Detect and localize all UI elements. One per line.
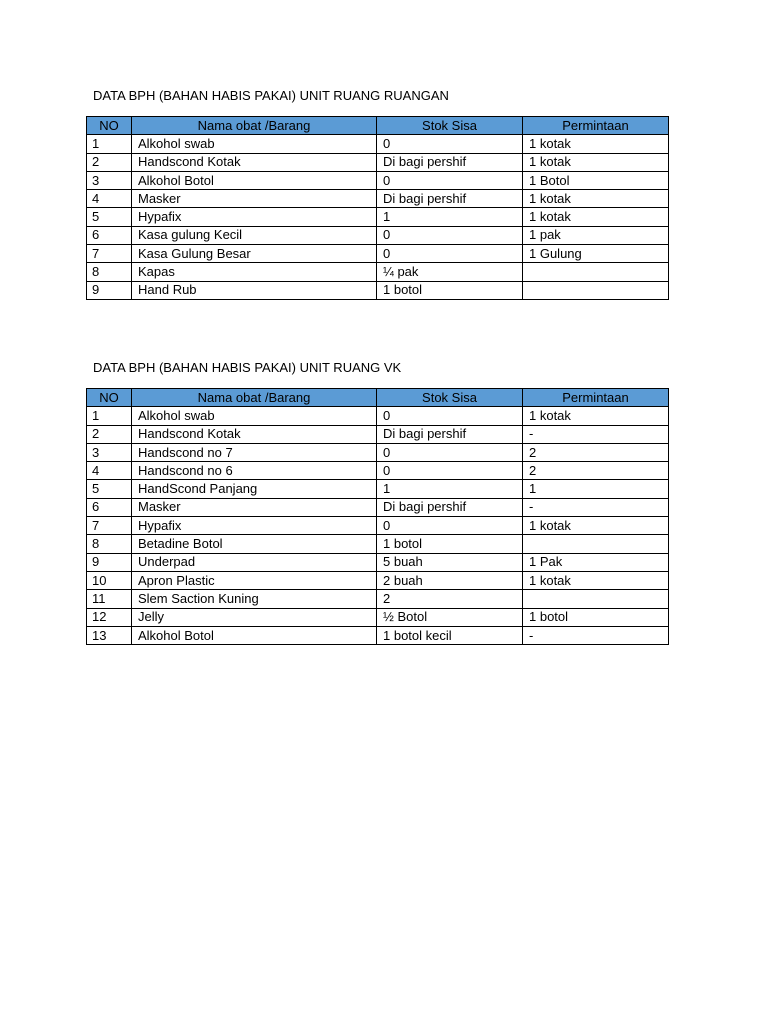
- table-row: [87, 208, 669, 226]
- row-number-cell: 1: [87, 135, 132, 153]
- table-row: [87, 263, 669, 281]
- row-number-cell: 8: [87, 263, 132, 281]
- request-cell: 1 botol: [523, 608, 669, 626]
- request-cell: 1 Gulung: [523, 245, 669, 263]
- stock-cell: 0: [377, 226, 523, 244]
- stock-cell: ¼ pak: [377, 263, 523, 281]
- row-number-cell: 9: [87, 281, 132, 299]
- stock-cell: 0: [377, 462, 523, 480]
- row-number-cell: 9: [87, 553, 132, 571]
- header-request: Permintaan: [523, 389, 669, 407]
- table-row: [87, 553, 669, 571]
- item-name-cell: Handscond no 6: [132, 462, 377, 480]
- table-header-row: [87, 117, 669, 135]
- bph-table-ruangan: [86, 116, 669, 300]
- request-cell: [523, 281, 669, 299]
- item-name-cell: Masker: [132, 498, 377, 516]
- row-number-cell: 2: [87, 153, 132, 171]
- item-name-cell: Betadine Botol: [132, 535, 377, 553]
- row-number-cell: 7: [87, 245, 132, 263]
- row-number-cell: 5: [87, 480, 132, 498]
- stock-cell: Di bagi pershif: [377, 190, 523, 208]
- item-name-cell: Alkohol swab: [132, 407, 377, 425]
- item-name-cell: Masker: [132, 190, 377, 208]
- item-name-cell: Alkohol swab: [132, 135, 377, 153]
- header-item-name: Nama obat /Barang: [132, 389, 377, 407]
- row-number-cell: 3: [87, 443, 132, 461]
- request-cell: [523, 535, 669, 553]
- table-row: [87, 245, 669, 263]
- row-number-cell: 12: [87, 608, 132, 626]
- stock-cell: Di bagi pershif: [377, 153, 523, 171]
- item-name-cell: Kasa gulung Kecil: [132, 226, 377, 244]
- request-cell: 1 Pak: [523, 553, 669, 571]
- stock-cell: 1 botol kecil: [377, 626, 523, 644]
- section-1-title: DATA BPH (BAHAN HABIS PAKAI) UNIT RUANG RUANGAN: [93, 88, 449, 103]
- table-row: [87, 190, 669, 208]
- stock-cell: ½ Botol: [377, 608, 523, 626]
- table-row: [87, 425, 669, 443]
- row-number-cell: 8: [87, 535, 132, 553]
- request-cell: 1: [523, 480, 669, 498]
- stock-cell: 0: [377, 245, 523, 263]
- request-cell: 1 kotak: [523, 153, 669, 171]
- header-item-name: Nama obat /Barang: [132, 117, 377, 135]
- request-cell: 1 pak: [523, 226, 669, 244]
- item-name-cell: Handscond Kotak: [132, 425, 377, 443]
- table-row: [87, 517, 669, 535]
- row-number-cell: 13: [87, 626, 132, 644]
- item-name-cell: Jelly: [132, 608, 377, 626]
- row-number-cell: 1: [87, 407, 132, 425]
- stock-cell: 0: [377, 517, 523, 535]
- header-no: NO: [87, 117, 132, 135]
- bph-table-vk: [86, 388, 669, 645]
- request-cell: -: [523, 425, 669, 443]
- table-row: [87, 480, 669, 498]
- table-row: [87, 226, 669, 244]
- row-number-cell: 11: [87, 590, 132, 608]
- table-body: [87, 407, 669, 645]
- table-row: [87, 590, 669, 608]
- stock-cell: 1 botol: [377, 535, 523, 553]
- table-row: [87, 498, 669, 516]
- table-row: [87, 462, 669, 480]
- row-number-cell: 10: [87, 571, 132, 589]
- section-2-title: DATA BPH (BAHAN HABIS PAKAI) UNIT RUANG VK: [93, 360, 402, 375]
- request-cell: 1 kotak: [523, 517, 669, 535]
- row-number-cell: 7: [87, 517, 132, 535]
- table-row: [87, 407, 669, 425]
- header-request: Permintaan: [523, 117, 669, 135]
- item-name-cell: Handscond Kotak: [132, 153, 377, 171]
- stock-cell: 0: [377, 135, 523, 153]
- table-row: [87, 171, 669, 189]
- item-name-cell: HandScond Panjang: [132, 480, 377, 498]
- request-cell: -: [523, 626, 669, 644]
- request-cell: -: [523, 498, 669, 516]
- request-cell: 1 kotak: [523, 407, 669, 425]
- stock-cell: Di bagi pershif: [377, 425, 523, 443]
- item-name-cell: Handscond no 7: [132, 443, 377, 461]
- stock-cell: 2: [377, 590, 523, 608]
- row-number-cell: 6: [87, 226, 132, 244]
- table-row: [87, 443, 669, 461]
- stock-cell: 0: [377, 407, 523, 425]
- table-body: [87, 135, 669, 300]
- header-no: NO: [87, 389, 132, 407]
- row-number-cell: 5: [87, 208, 132, 226]
- request-cell: [523, 263, 669, 281]
- item-name-cell: Kasa Gulung Besar: [132, 245, 377, 263]
- row-number-cell: 3: [87, 171, 132, 189]
- row-number-cell: 4: [87, 462, 132, 480]
- row-number-cell: 2: [87, 425, 132, 443]
- stock-cell: 1 botol: [377, 281, 523, 299]
- row-number-cell: 6: [87, 498, 132, 516]
- table-row: [87, 571, 669, 589]
- item-name-cell: Hypafix: [132, 517, 377, 535]
- item-name-cell: Kapas: [132, 263, 377, 281]
- item-name-cell: Hand Rub: [132, 281, 377, 299]
- table-row: [87, 535, 669, 553]
- request-cell: 1 kotak: [523, 190, 669, 208]
- stock-cell: 0: [377, 171, 523, 189]
- stock-cell: 1: [377, 208, 523, 226]
- item-name-cell: Slem Saction Kuning: [132, 590, 377, 608]
- stock-cell: 5 buah: [377, 553, 523, 571]
- table-row: [87, 153, 669, 171]
- table-header-row: [87, 389, 669, 407]
- header-stock: Stok Sisa: [377, 389, 523, 407]
- table-row: [87, 281, 669, 299]
- request-cell: 1 Botol: [523, 171, 669, 189]
- item-name-cell: Underpad: [132, 553, 377, 571]
- request-cell: 1 kotak: [523, 135, 669, 153]
- header-stock: Stok Sisa: [377, 117, 523, 135]
- stock-cell: 2 buah: [377, 571, 523, 589]
- row-number-cell: 4: [87, 190, 132, 208]
- request-cell: 2: [523, 443, 669, 461]
- request-cell: 1 kotak: [523, 571, 669, 589]
- item-name-cell: Hypafix: [132, 208, 377, 226]
- table-row: [87, 135, 669, 153]
- stock-cell: Di bagi pershif: [377, 498, 523, 516]
- request-cell: [523, 590, 669, 608]
- request-cell: 2: [523, 462, 669, 480]
- stock-cell: 0: [377, 443, 523, 461]
- item-name-cell: Alkohol Botol: [132, 171, 377, 189]
- table-row: [87, 626, 669, 644]
- request-cell: 1 kotak: [523, 208, 669, 226]
- item-name-cell: Apron Plastic: [132, 571, 377, 589]
- stock-cell: 1: [377, 480, 523, 498]
- item-name-cell: Alkohol Botol: [132, 626, 377, 644]
- table-row: [87, 608, 669, 626]
